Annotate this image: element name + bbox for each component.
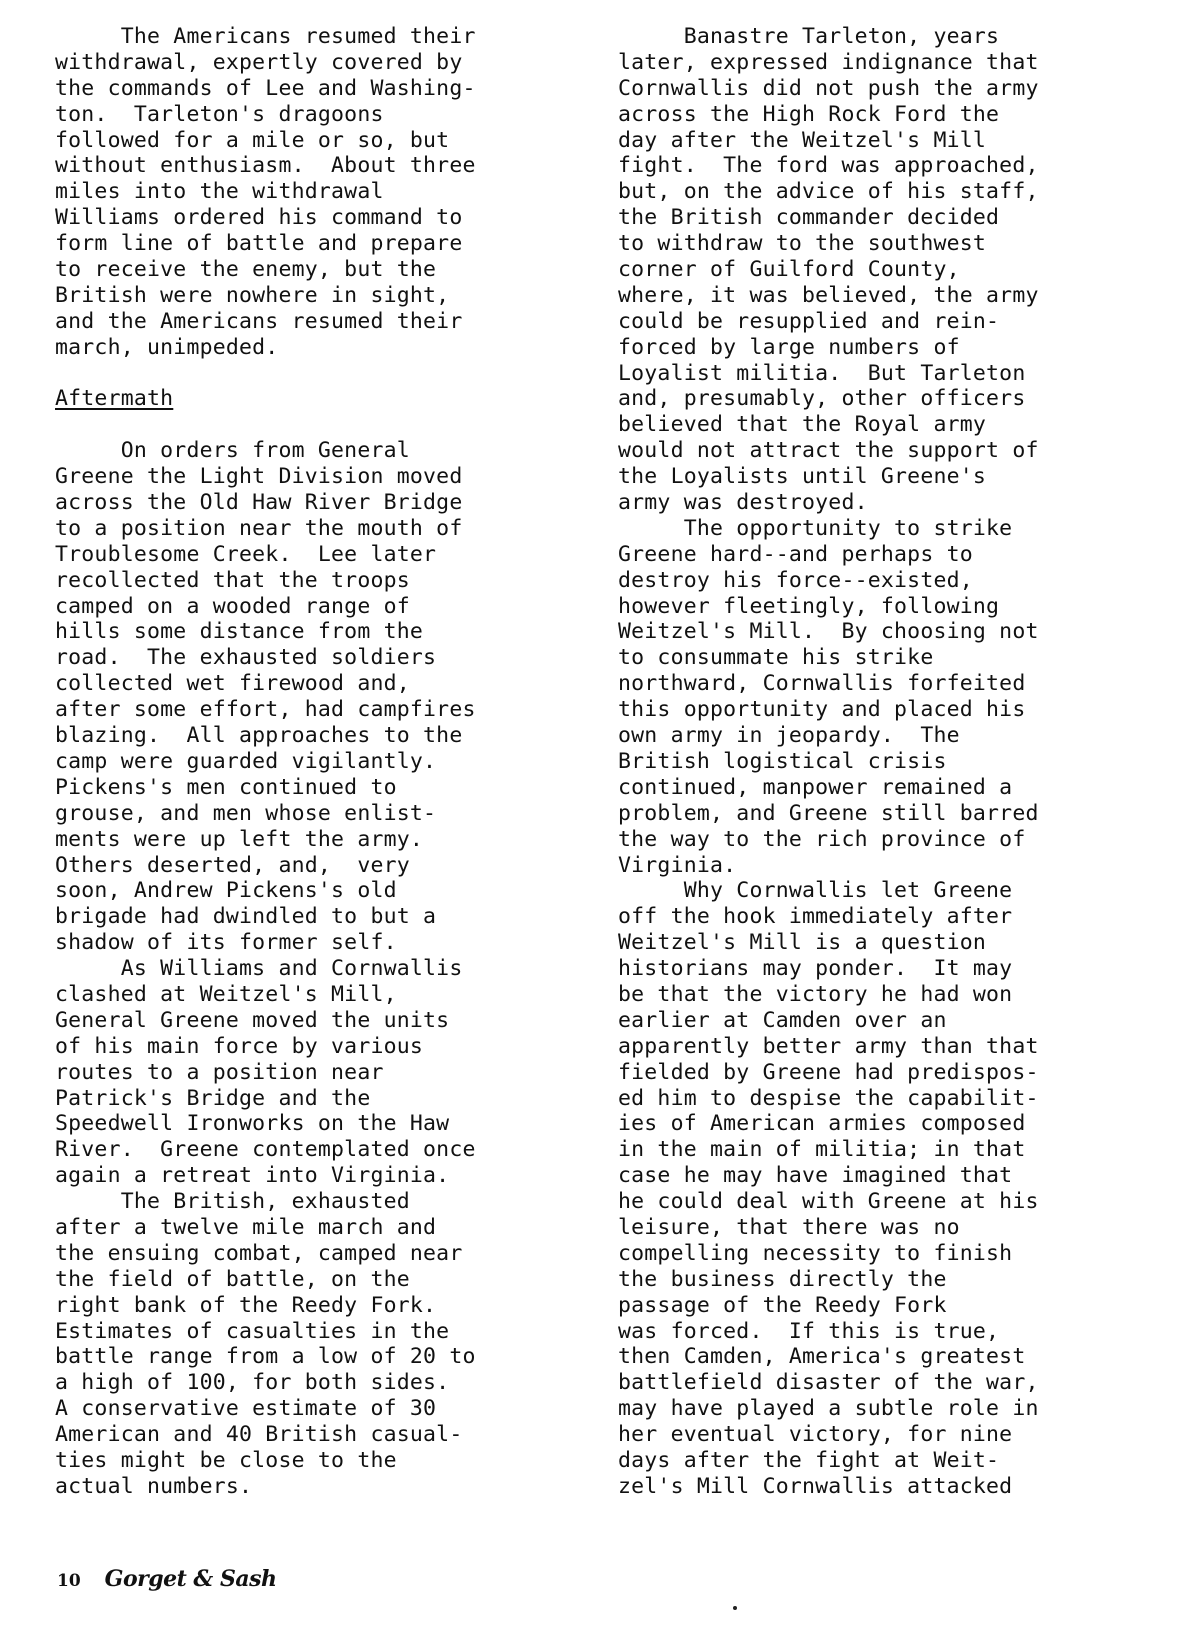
text-line: The opportunity to strike: [618, 515, 1013, 541]
text-line: Greene the Light Division moved: [55, 464, 463, 490]
text-line: Weitzel's Mill is a question: [618, 930, 987, 956]
text-line: battlefield disaster of the war,: [618, 1370, 1039, 1396]
text-line: and the Americans resumed their: [55, 308, 463, 334]
text-line: [55, 412, 575, 438]
section-heading: Aftermath: [55, 386, 174, 412]
page-footer: [57, 1566, 276, 1592]
text-line: the Loyalists until Greene's: [618, 464, 987, 490]
text-line: road. The exhausted soldiers: [55, 645, 437, 671]
text-line: the field of battle, on the: [55, 1266, 410, 1292]
text-line: British logistical crisis: [618, 748, 947, 774]
text-line: days after the fight at Weit-: [618, 1447, 1000, 1473]
text-line: historians may ponder. It may: [618, 956, 1013, 982]
text-line: northward, Cornwallis forfeited: [618, 671, 1026, 697]
text-line: her eventual victory, for nine: [618, 1422, 1013, 1448]
text-line: fight. The ford was approached,: [618, 153, 1039, 179]
text-line: form line of battle and prepare: [55, 231, 463, 257]
text-line: Banastre Tarleton, years: [618, 24, 1000, 49]
text-line: across the High Rock Ford the: [618, 101, 1000, 127]
text-line: Cornwallis did not push the army: [618, 75, 1039, 101]
text-line: march, unimpeded.: [55, 334, 279, 360]
text-line: be that the victory he had won: [618, 981, 1013, 1007]
text-line: to consummate his strike: [618, 645, 934, 671]
text-line: could be resupplied and rein-: [618, 308, 1000, 334]
text-line: A conservative estimate of 30: [55, 1396, 437, 1422]
text-line: but, on the advice of his staff,: [618, 179, 1039, 205]
text-line: hills some distance from the: [55, 619, 424, 645]
text-line: off the hook immediately after: [618, 904, 1013, 930]
text-line: General Greene moved the units: [55, 1007, 450, 1033]
text-line: where, it was believed, the army: [618, 282, 1039, 308]
text-line: after a twelve mile march and: [55, 1214, 437, 1240]
text-line: brigade had dwindled to but a: [55, 904, 437, 930]
text-line: actual numbers.: [55, 1473, 253, 1499]
text-line: the business directly the: [618, 1266, 947, 1292]
text-line: As Williams and Cornwallis: [55, 956, 463, 982]
text-line: to a position near the mouth of: [55, 515, 463, 541]
text-line: corner of Guilford County,: [618, 257, 960, 283]
magazine-title-logo: Gorget & Sash: [104, 1566, 277, 1592]
text-line: the way to the rich province of: [618, 826, 1026, 852]
text-line: ies of American armies composed: [618, 1111, 1026, 1137]
text-line: the British commander decided: [618, 205, 1000, 231]
text-line: leisure, that there was no: [618, 1214, 960, 1240]
text-line: On orders from General: [55, 438, 410, 464]
text-line: after some effort, had campfires: [55, 697, 476, 723]
text-line: The British, exhausted: [55, 1189, 410, 1215]
text-line: may have played a subtle role in: [618, 1396, 1039, 1422]
text-line: blazing. All approaches to the: [55, 723, 463, 749]
text-line: followed for a mile or so, but: [55, 127, 450, 153]
text-line: the commands of Lee and Washing-: [55, 75, 476, 101]
text-line: later, expressed indignance that: [618, 49, 1039, 75]
text-line: passage of the Reedy Fork: [618, 1292, 947, 1318]
text-line: routes to a position near: [55, 1059, 384, 1085]
text-line: continued, manpower remained a: [618, 774, 1013, 800]
text-line: camp were guarded vigilantly.: [55, 748, 437, 774]
text-line: camped on a wooded range of: [55, 593, 410, 619]
text-line: case he may have imagined that: [618, 1163, 1013, 1189]
text-line: Virginia.: [618, 852, 737, 878]
text-line: earlier at Camden over an: [618, 1007, 947, 1033]
text-line: forced by large numbers of: [618, 334, 960, 360]
text-line: day after the Weitzel's Mill: [618, 127, 987, 153]
text-line: River. Greene contemplated once: [55, 1137, 476, 1163]
text-line: compelling necessity to finish: [618, 1240, 1013, 1266]
text-line: would not attract the support of: [618, 438, 1039, 464]
text-line: and, presumably, other officers: [618, 386, 1026, 412]
text-line: Others deserted, and, very: [55, 852, 410, 878]
text-line: withdrawal, expertly covered by: [55, 49, 463, 75]
text-line: battle range from a low of 20 to: [55, 1344, 476, 1370]
text-line: ton. Tarleton's dragoons: [55, 101, 384, 127]
text-line: the ensuing combat, camped near: [55, 1240, 463, 1266]
text-line: across the Old Haw River Bridge: [55, 490, 463, 516]
text-line: [55, 361, 575, 387]
text-line: shadow of its former self.: [55, 930, 397, 956]
stray-dot-mark: [733, 1606, 737, 1610]
text-line: ed him to despise the capabilit-: [618, 1085, 1039, 1111]
text-line: a high of 100, for both sides.: [55, 1370, 450, 1396]
text-line: Weitzel's Mill. By choosing not: [618, 619, 1039, 645]
text-line: American and 40 British casual-: [55, 1422, 463, 1448]
text-line: Greene hard--and perhaps to: [618, 541, 973, 567]
text-line: destroy his force--existed,: [618, 567, 973, 593]
text-line: however fleetingly, following: [618, 593, 1000, 619]
right-text-column: [618, 24, 1178, 1500]
text-line: in the main of militia; in that: [618, 1137, 1026, 1163]
text-line: collected wet firewood and,: [55, 671, 410, 697]
text-line: was forced. If this is true,: [618, 1318, 1000, 1344]
text-line: Speedwell Ironworks on the Haw: [55, 1111, 450, 1137]
text-line: clashed at Weitzel's Mill,: [55, 981, 397, 1007]
text-line: grouse, and men whose enlist-: [55, 800, 437, 826]
page-number: 10: [57, 1571, 81, 1591]
text-line: miles into the withdrawal: [55, 179, 384, 205]
text-line: ments were up left the army.: [55, 826, 424, 852]
text-line: without enthusiasm. About three: [55, 153, 476, 179]
text-line: The Americans resumed their: [55, 24, 476, 49]
text-line: Loyalist militia. But Tarleton: [618, 360, 1026, 386]
text-line: soon, Andrew Pickens's old: [55, 878, 397, 904]
text-line: Williams ordered his command to: [55, 205, 463, 231]
text-line: then Camden, America's greatest: [618, 1344, 1026, 1370]
text-line: recollected that the troops: [55, 567, 410, 593]
text-line: fielded by Greene had predispos-: [618, 1059, 1039, 1085]
text-line: he could deal with Greene at his: [618, 1189, 1039, 1215]
text-line: problem, and Greene still barred: [618, 800, 1039, 826]
text-line: British were nowhere in sight,: [55, 282, 450, 308]
text-line: to receive the enemy, but the: [55, 257, 437, 283]
text-line: zel's Mill Cornwallis attacked: [618, 1473, 1013, 1499]
text-line: apparently better army than that: [618, 1033, 1039, 1059]
text-line: believed that the Royal army: [618, 412, 987, 438]
text-line: this opportunity and placed his: [618, 697, 1026, 723]
text-line: Troublesome Creek. Lee later: [55, 541, 437, 567]
text-line: to withdraw to the southwest: [618, 231, 987, 257]
text-line: army was destroyed.: [618, 490, 868, 516]
text-line: of his main force by various: [55, 1033, 424, 1059]
text-line: Why Cornwallis let Greene: [618, 878, 1013, 904]
text-line: Patrick's Bridge and the: [55, 1085, 371, 1111]
text-line: right bank of the Reedy Fork.: [55, 1292, 437, 1318]
text-line: ties might be close to the: [55, 1447, 397, 1473]
text-line: Pickens's men continued to: [55, 774, 397, 800]
text-line: again a retreat into Virginia.: [55, 1163, 450, 1189]
text-line: own army in jeopardy. The: [618, 723, 960, 749]
left-text-column: [55, 24, 575, 1500]
text-line: Estimates of casualties in the: [55, 1318, 450, 1344]
